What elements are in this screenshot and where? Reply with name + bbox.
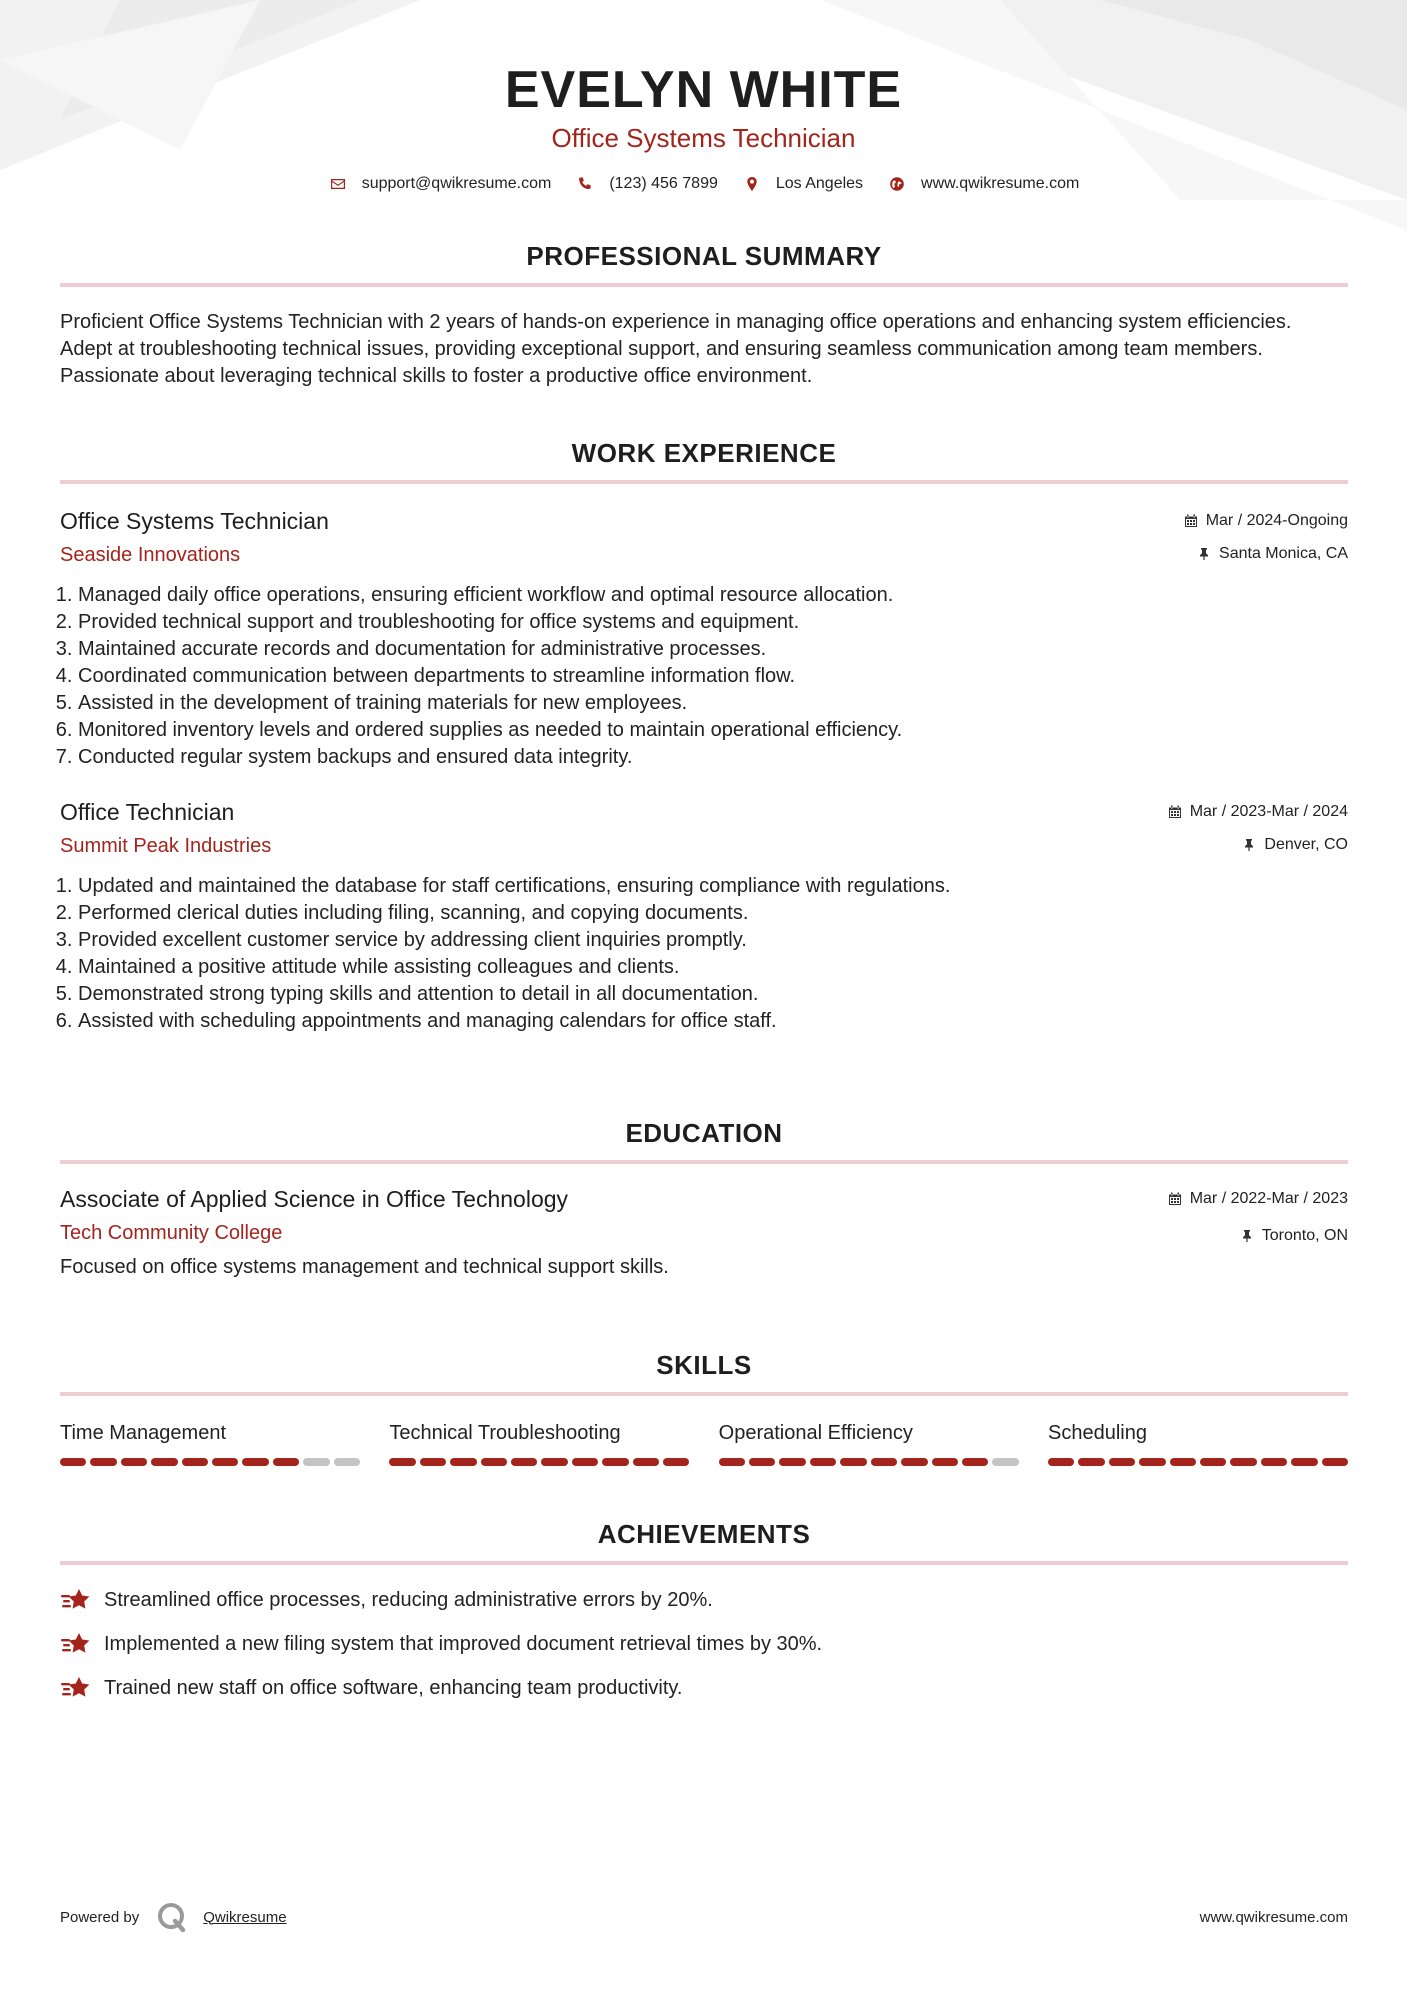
- skill-item: [719, 1420, 1019, 1466]
- achievement-item: [60, 1629, 1348, 1659]
- list-item: 1. Updated and maintained the database for staff certifications, ensuring compliance with regulations.: [78, 873, 1348, 900]
- job-location: Denver, CO: [1168, 834, 1348, 856]
- contact-phone[interactable]: [575, 174, 718, 194]
- phone-text: (123) 456 7899: [609, 175, 718, 192]
- list-item: 5. Assisted in the development of training materials for new employees.: [78, 690, 1348, 717]
- job-meta: [1184, 506, 1348, 565]
- list-item: 7. Conducted regular system backups and ensured data integrity.: [78, 744, 1348, 771]
- job-dates: Mar / 2023-Mar / 2024: [1168, 801, 1348, 823]
- phone-icon: [575, 174, 595, 194]
- skills-divider: [60, 1392, 1348, 1396]
- education-entry: [60, 1184, 1348, 1280]
- education-dates: Mar / 2022-Mar / 2023: [1168, 1188, 1348, 1210]
- envelope-icon: [328, 174, 348, 194]
- pushpin-icon: [1240, 1229, 1254, 1243]
- education-description: Focused on office systems management and technical support skills.: [60, 1256, 669, 1278]
- skill-level-segment: [840, 1458, 866, 1466]
- list-item: 6. Monitored inventory levels and ordered supplies as needed to maintain operational efficiency.: [78, 717, 1348, 744]
- contact-website[interactable]: [887, 174, 1079, 194]
- list-item: 2. Provided technical support and troubleshooting for office systems and equipment.: [78, 609, 1348, 636]
- calendar-icon: [1184, 514, 1198, 528]
- experience-section: [60, 437, 1348, 1035]
- summary-heading: PROFESSIONAL SUMMARY: [526, 241, 882, 271]
- education-section: [60, 1117, 1348, 1280]
- candidate-role: Office Systems Technician: [551, 123, 856, 153]
- achievement-text: Trained new staff on office software, enhancing team productivity.: [104, 1676, 683, 1699]
- job-company: Summit Peak Industries: [60, 835, 272, 857]
- skill-level-segment: [602, 1458, 628, 1466]
- summary-section: [60, 240, 1348, 390]
- skill-item: [60, 1420, 360, 1466]
- education-divider: [60, 1160, 1348, 1164]
- skill-level-segment: [1048, 1458, 1074, 1466]
- skill-level-segment: [572, 1458, 598, 1466]
- skill-item: [389, 1420, 689, 1466]
- school-name: Tech Community College: [60, 1222, 283, 1244]
- education-meta: [1168, 1184, 1348, 1247]
- skill-name: Time Management: [60, 1422, 226, 1444]
- skill-level-segment: [151, 1458, 177, 1466]
- skill-level-segment: [450, 1458, 476, 1466]
- list-item: 4. Coordinated communication between departments to streamline information flow.: [78, 663, 1348, 690]
- skill-level-segment: [663, 1458, 689, 1466]
- skill-level-segment: [1261, 1458, 1287, 1466]
- website-text: www.qwikresume.com: [921, 175, 1080, 192]
- skills-heading: SKILLS: [656, 1350, 752, 1380]
- job-title: Office Systems Technician: [60, 508, 329, 534]
- skill-level-segment: [60, 1458, 86, 1466]
- job-bullets: [60, 582, 1348, 771]
- experience-divider: [60, 480, 1348, 484]
- skill-level-segment: [182, 1458, 208, 1466]
- skill-level-segment: [779, 1458, 805, 1466]
- footer-website[interactable]: www.qwikresume.com: [1199, 1908, 1348, 1926]
- skill-level-bar: [1048, 1458, 1348, 1466]
- skill-name: Scheduling: [1047, 1422, 1147, 1444]
- skills-section: [60, 1349, 1348, 1466]
- skill-level-segment: [871, 1458, 897, 1466]
- location-text: Los Angeles: [775, 175, 864, 192]
- list-item: 1. Managed daily office operations, ensuring efficient workflow and optimal resource allocation.: [78, 582, 1348, 609]
- skill-level-segment: [1078, 1458, 1104, 1466]
- list-item: 2. Performed clerical duties including filing, scanning, and copying documents.: [78, 900, 1348, 927]
- job-entry: [60, 506, 1348, 771]
- list-item: 5. Demonstrated strong typing skills and attention to detail in all documentation.: [78, 981, 1348, 1008]
- education-heading: EDUCATION: [625, 1118, 783, 1148]
- pushpin-icon: [1242, 838, 1256, 852]
- achievements-divider: [60, 1561, 1348, 1565]
- powered-by-text: Powered by: [60, 1908, 140, 1926]
- skill-level-segment: [1291, 1458, 1317, 1466]
- skill-level-segment: [932, 1458, 958, 1466]
- skill-level-segment: [962, 1458, 988, 1466]
- skill-name: Technical Troubleshooting: [389, 1422, 621, 1444]
- achievement-item: [60, 1585, 1348, 1615]
- skill-name: Operational Efficiency: [718, 1422, 913, 1444]
- skill-level-segment: [303, 1458, 329, 1466]
- skill-level-segment: [719, 1458, 745, 1466]
- qwikresume-link[interactable]: Qwikresume: [203, 1908, 287, 1926]
- skill-level-segment: [242, 1458, 268, 1466]
- education-location: Toronto, ON: [1168, 1225, 1348, 1247]
- skill-level-segment: [420, 1458, 446, 1466]
- globe-icon: [887, 174, 907, 194]
- experience-heading: WORK EXPERIENCE: [571, 438, 837, 468]
- skill-level-segment: [481, 1458, 507, 1466]
- achievement-text: Implemented a new filing system that improved document retrieval times by 30%.: [104, 1632, 823, 1655]
- skill-level-segment: [810, 1458, 836, 1466]
- shooting-star-icon: [60, 1674, 92, 1702]
- skill-level-segment: [633, 1458, 659, 1466]
- contact-bar: [0, 174, 1407, 194]
- page-footer: [60, 1900, 1348, 1934]
- degree-title: Associate of Applied Science in Office Technology: [60, 1186, 569, 1212]
- footer-branding: [60, 1900, 287, 1934]
- skill-level-segment: [273, 1458, 299, 1466]
- job-location: Santa Monica, CA: [1184, 543, 1348, 565]
- job-company: Seaside Innovations: [60, 544, 241, 566]
- skill-level-segment: [90, 1458, 116, 1466]
- contact-location: [742, 174, 863, 194]
- skill-level-segment: [334, 1458, 360, 1466]
- skill-level-segment: [511, 1458, 537, 1466]
- shooting-star-icon: [60, 1630, 92, 1658]
- list-item: 3. Maintained accurate records and documentation for administrative processes.: [78, 636, 1348, 663]
- list-item: 4. Maintained a positive attitude while assisting colleagues and clients.: [78, 954, 1348, 981]
- list-item: 3. Provided excellent customer service by addressing client inquiries promptly.: [78, 927, 1348, 954]
- resume-header: [0, 0, 1407, 194]
- skill-level-segment: [749, 1458, 775, 1466]
- skill-level-segment: [121, 1458, 147, 1466]
- list-item: 6. Assisted with scheduling appointments and managing calendars for office staff.: [78, 1008, 1348, 1035]
- job-meta: [1168, 797, 1348, 856]
- skills-list: [60, 1420, 1348, 1466]
- skill-level-bar: [389, 1458, 689, 1466]
- skill-level-bar: [60, 1458, 360, 1466]
- achievements-section: [60, 1518, 1348, 1703]
- achievements-list: [60, 1585, 1348, 1703]
- candidate-name: EVELYN WHITE: [504, 61, 903, 119]
- job-bullets: [60, 873, 1348, 1035]
- skill-level-segment: [1230, 1458, 1256, 1466]
- calendar-icon: [1168, 1192, 1182, 1206]
- skill-level-segment: [1139, 1458, 1165, 1466]
- skill-item: [1048, 1420, 1348, 1466]
- job-dates: Mar / 2024-Ongoing: [1184, 510, 1348, 532]
- job-entry: [60, 797, 1348, 1035]
- shooting-star-icon: [60, 1586, 92, 1614]
- skill-level-segment: [1109, 1458, 1135, 1466]
- skill-level-segment: [541, 1458, 567, 1466]
- skill-level-segment: [992, 1458, 1018, 1466]
- qwikresume-logo-icon: [155, 1900, 189, 1934]
- skill-level-segment: [1322, 1458, 1348, 1466]
- summary-divider: [60, 283, 1348, 287]
- skill-level-segment: [389, 1458, 415, 1466]
- email-text: support@qwikresume.com: [361, 175, 552, 192]
- map-marker-icon: [742, 174, 762, 194]
- skill-level-segment: [901, 1458, 927, 1466]
- summary-text: Proficient Office Systems Technician with 2 years of hands-on experience in managing office operations and enhancing system efficiencies. Adept at troubleshooting technical issues, providing exceptional support, and ensuring seamless communication among team members. Passionate about leveraging technical skills to foster a productive office environment.: [60, 311, 1292, 387]
- pushpin-icon: [1197, 547, 1211, 561]
- calendar-icon: [1168, 805, 1182, 819]
- achievement-text: Streamlined office processes, reducing administrative errors by 20%.: [104, 1588, 713, 1611]
- contact-email[interactable]: [328, 174, 552, 194]
- job-title: Office Technician: [60, 799, 235, 825]
- skill-level-segment: [1170, 1458, 1196, 1466]
- skill-level-segment: [1200, 1458, 1226, 1466]
- achievement-item: [60, 1673, 1348, 1703]
- achievements-heading: ACHIEVEMENTS: [597, 1519, 811, 1549]
- skill-level-bar: [719, 1458, 1019, 1466]
- skill-level-segment: [212, 1458, 238, 1466]
